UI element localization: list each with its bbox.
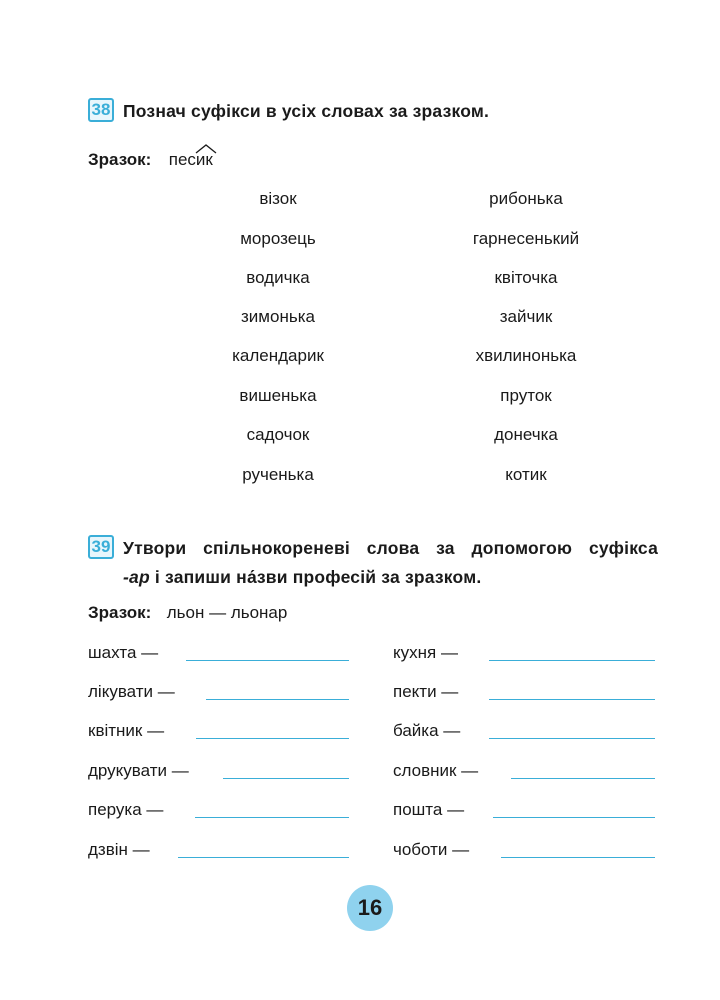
page-number-badge <box>347 885 393 931</box>
task-39-sample-label: Зразок: <box>88 603 152 622</box>
word-item[interactable]: календарик <box>232 346 324 365</box>
exercise-row <box>88 643 158 663</box>
word-item[interactable]: садочок <box>246 425 310 444</box>
exercise-row <box>393 761 478 781</box>
word-item[interactable]: морозець <box>240 229 316 248</box>
exercise-word: пошта — <box>393 800 465 819</box>
exercise-word: кухня — <box>393 643 458 662</box>
exercise-row <box>88 721 164 741</box>
task-39-sample <box>88 603 287 623</box>
answer-line[interactable] <box>196 738 349 739</box>
word-item[interactable]: візок <box>259 189 297 208</box>
suffix-mark <box>196 150 213 170</box>
answer-line[interactable] <box>489 738 655 739</box>
task-38-sample-label: Зразок: <box>88 150 152 169</box>
word-item[interactable]: зимонька <box>241 307 315 326</box>
word-item[interactable]: зайчик <box>499 307 553 326</box>
task-38-sample <box>88 150 213 170</box>
word-item[interactable]: гарнесенький <box>472 229 580 248</box>
exercise-row <box>393 800 464 820</box>
word-item[interactable]: хвилинонька <box>475 346 577 365</box>
answer-line[interactable] <box>223 778 349 779</box>
task-39-sample-text: льон — льонар <box>166 603 288 622</box>
task-39-number-text: 39 <box>91 537 111 556</box>
answer-line[interactable] <box>186 660 349 661</box>
answer-line[interactable] <box>511 778 655 779</box>
answer-line[interactable] <box>195 817 349 818</box>
task-39-suffix: -ар <box>123 567 150 587</box>
exercise-row <box>393 643 458 663</box>
task-38-sample-suffix: ик <box>195 150 213 169</box>
answer-line[interactable] <box>489 660 655 661</box>
answer-line[interactable] <box>178 857 349 858</box>
task-39-number <box>88 535 114 559</box>
exercise-word: лікувати — <box>88 682 175 701</box>
task-38-number <box>88 98 114 122</box>
exercise-word: друкувати — <box>88 761 189 780</box>
suffix-arc-icon <box>195 144 217 154</box>
word-item[interactable]: рученька <box>242 465 314 484</box>
task-38-number-text: 38 <box>91 100 111 119</box>
task-39-title-rest: і запиши на́зви професій за зразком. <box>149 567 482 587</box>
word-item[interactable]: вишенька <box>239 386 317 405</box>
exercise-word: перука — <box>88 800 164 819</box>
exercise-row <box>393 682 458 702</box>
exercise-word: дзвін — <box>88 840 150 859</box>
exercise-row <box>88 800 163 820</box>
answer-line[interactable] <box>493 817 655 818</box>
word-item[interactable]: котик <box>505 465 547 484</box>
exercise-row <box>88 761 189 781</box>
answer-line[interactable] <box>206 699 349 700</box>
task-39-title-line1: Утвори спільнокореневі слова за допомогою суфікса <box>123 538 658 558</box>
answer-line[interactable] <box>489 699 655 700</box>
exercise-row <box>88 840 150 860</box>
word-item[interactable]: пруток <box>500 386 552 405</box>
exercise-word: словник — <box>393 761 479 780</box>
exercise-word: шахта — <box>88 643 159 662</box>
page-number: 16 <box>357 895 383 920</box>
exercise-word: квітник — <box>88 721 165 740</box>
word-item[interactable]: рибонька <box>489 189 563 208</box>
task-39-title-line2 <box>123 567 481 588</box>
exercise-word: чоботи — <box>393 840 470 859</box>
exercise-row <box>393 840 469 860</box>
exercise-word: пекти — <box>393 682 459 701</box>
task-38-title: Познач суфікси в усіх словах за зразком. <box>123 101 490 121</box>
answer-line[interactable] <box>501 857 655 858</box>
exercise-word: байка — <box>393 721 461 740</box>
exercise-row <box>393 721 460 741</box>
word-item[interactable]: квіточка <box>494 268 558 287</box>
task-38-sample-root: пес <box>168 150 196 169</box>
exercise-row <box>88 682 175 702</box>
word-item[interactable]: донечка <box>494 425 558 444</box>
word-item[interactable]: водичка <box>246 268 310 287</box>
